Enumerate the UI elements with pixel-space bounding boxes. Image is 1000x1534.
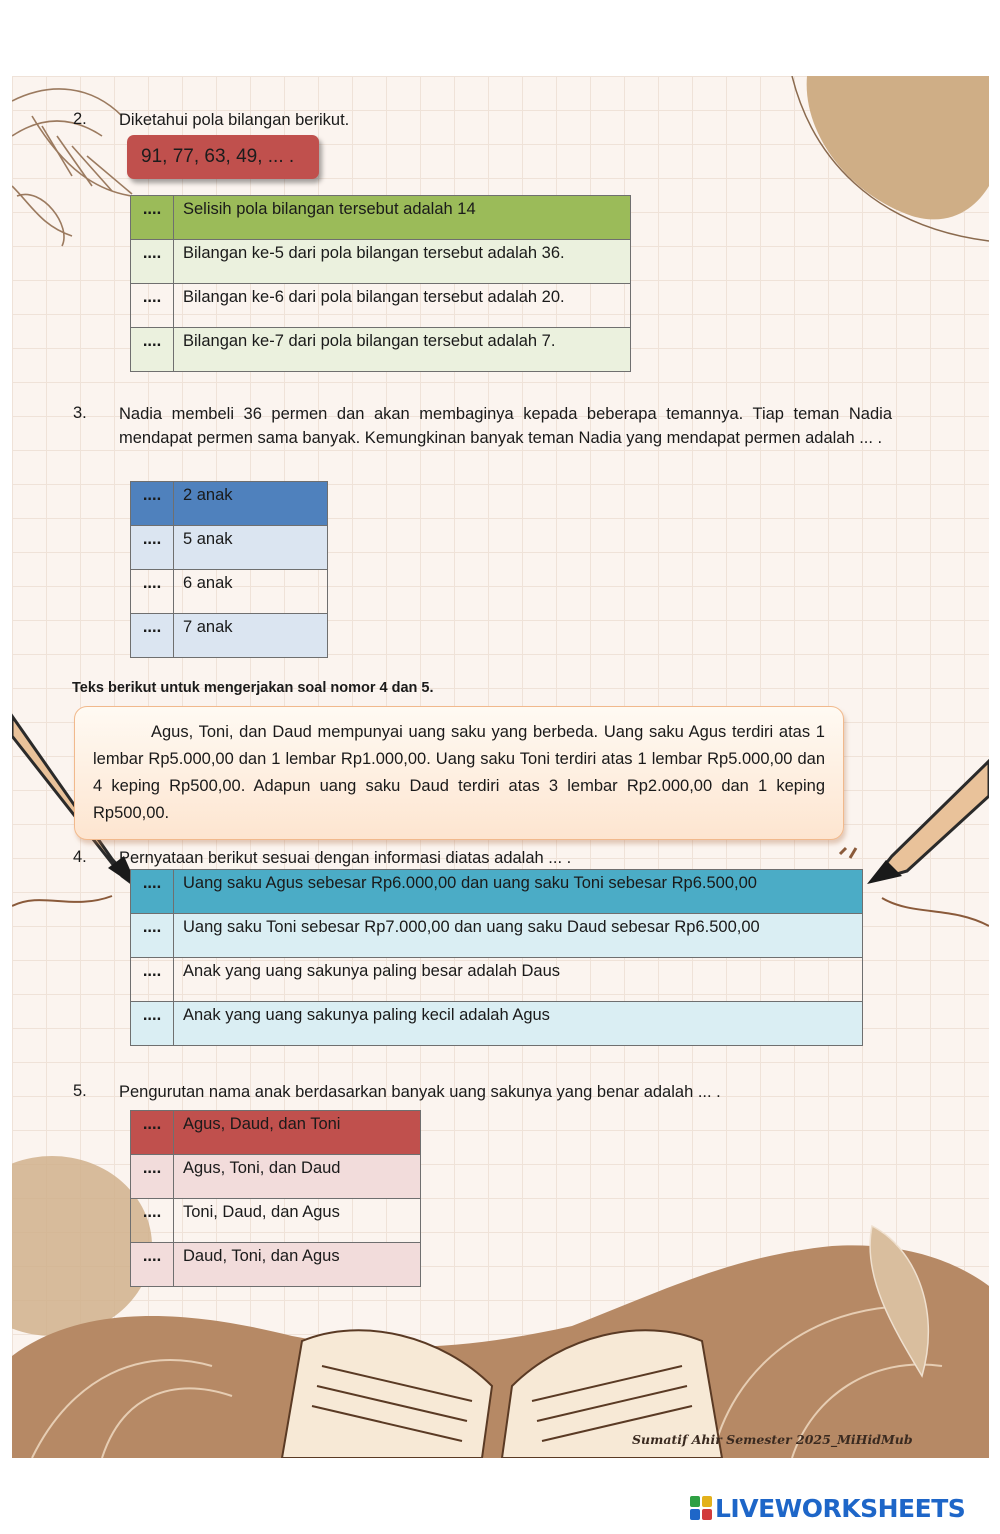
answer-blank[interactable]: ....: [131, 914, 174, 958]
option-text: Uang saku Toni sebesar Rp7.000,00 dan uang saku Daud sebesar Rp6.500,00: [174, 914, 863, 958]
answer-blank[interactable]: ....: [131, 240, 174, 284]
option-row: [131, 614, 328, 658]
answer-blank[interactable]: ....: [131, 1199, 174, 1243]
option-text: Agus, Toni, dan Daud: [174, 1155, 421, 1199]
number-pattern-box: 91, 77, 63, 49, ... .: [127, 135, 319, 179]
option-row: [131, 482, 328, 526]
option-text: 6 anak: [174, 570, 328, 614]
answer-blank[interactable]: ....: [131, 1111, 174, 1155]
context-heading: Teks berikut untuk mengerjakan soal nomor 4 dan 5.: [72, 680, 434, 696]
option-row: [131, 328, 631, 372]
question-5-number: 5.: [73, 1082, 87, 1100]
answer-blank[interactable]: ....: [131, 526, 174, 570]
question-2-options: [130, 195, 631, 372]
option-row: [131, 196, 631, 240]
option-text: Anak yang uang sakunya paling besar adalah Daus: [174, 958, 863, 1002]
option-text: 5 anak: [174, 526, 328, 570]
answer-blank[interactable]: ....: [131, 958, 174, 1002]
option-row: [131, 914, 863, 958]
option-text: 2 anak: [174, 482, 328, 526]
brand-name: LIVEWORKSHEETS: [715, 1493, 966, 1523]
answer-blank[interactable]: ....: [131, 870, 174, 914]
answer-blank[interactable]: ....: [131, 1155, 174, 1199]
option-row: [131, 1155, 421, 1199]
option-row: [131, 570, 328, 614]
question-4-options: [130, 869, 863, 1046]
answer-blank[interactable]: ....: [131, 614, 174, 658]
worksheet-signature: Sumatif Ahir Semester 2025_MiHidMub: [632, 1432, 913, 1447]
question-2-number: 2.: [73, 110, 87, 128]
question-3-text: Nadia membeli 36 permen dan akan membaginya kepada beberapa temannya. Tiap teman Nadia mendapat permen sama banyak. Kemungkinan banyak teman Nadia yang mendapat permen adalah ... .: [119, 405, 892, 447]
answer-blank[interactable]: ....: [131, 328, 174, 372]
option-text: Anak yang uang sakunya paling kecil adalah Agus: [174, 1002, 863, 1046]
story-box: [74, 706, 844, 840]
option-text: 7 anak: [174, 614, 328, 658]
option-text: Selisih pola bilangan tersebut adalah 14: [174, 196, 631, 240]
answer-blank[interactable]: ....: [131, 1243, 174, 1287]
option-text: Agus, Daud, dan Toni: [174, 1111, 421, 1155]
question-4-number: 4.: [73, 848, 87, 866]
question-4-text: Pernyataan berikut sesuai dengan informasi diatas adalah ... .: [119, 849, 572, 867]
question-3-number: 3.: [73, 404, 87, 422]
story-text: Agus, Toni, dan Daud mempunyai uang saku yang berbeda. Uang saku Agus terdiri atas 1 lembar Rp5.000,00 dan 1 lembar Rp1.000,00. Uang saku Toni terdiri atas 1 lembar Rp5.000,00 dan 4 keping Rp500,00. Adapun uang saku Daud terdiri atas 3 lembar Rp2.000,00 dan 1 keping Rp500,00.: [93, 723, 825, 822]
option-text: Toni, Daud, dan Agus: [174, 1199, 421, 1243]
option-row: [131, 958, 863, 1002]
question-5-options: [130, 1110, 421, 1287]
answer-blank[interactable]: ....: [131, 482, 174, 526]
option-row: [131, 1243, 421, 1287]
question-5-text: Pengurutan nama anak berdasarkan banyak uang sakunya yang benar adalah ... .: [119, 1083, 721, 1101]
option-row: [131, 1002, 863, 1046]
answer-blank[interactable]: ....: [131, 570, 174, 614]
option-row: [131, 526, 328, 570]
answer-blank[interactable]: ....: [131, 1002, 174, 1046]
option-row: [131, 1199, 421, 1243]
answer-blank[interactable]: ....: [131, 284, 174, 328]
option-row: [131, 870, 863, 914]
question-3-options: [130, 481, 328, 658]
option-text: Bilangan ke-7 dari pola bilangan tersebut adalah 7.: [174, 328, 631, 372]
brand-grid-icon: [690, 1496, 712, 1520]
answer-blank[interactable]: ....: [131, 196, 174, 240]
option-text: Bilangan ke-5 dari pola bilangan tersebut adalah 36.: [174, 240, 631, 284]
liveworksheets-logo[interactable]: [690, 1493, 965, 1523]
option-text: Daud, Toni, dan Agus: [174, 1243, 421, 1287]
option-row: [131, 284, 631, 328]
option-text: Uang saku Agus sebesar Rp6.000,00 dan uang saku Toni sebesar Rp6.500,00: [174, 870, 863, 914]
option-row: [131, 240, 631, 284]
option-row: [131, 1111, 421, 1155]
option-text: Bilangan ke-6 dari pola bilangan tersebut adalah 20.: [174, 284, 631, 328]
question-2-text: Diketahui pola bilangan berikut.: [119, 111, 350, 129]
